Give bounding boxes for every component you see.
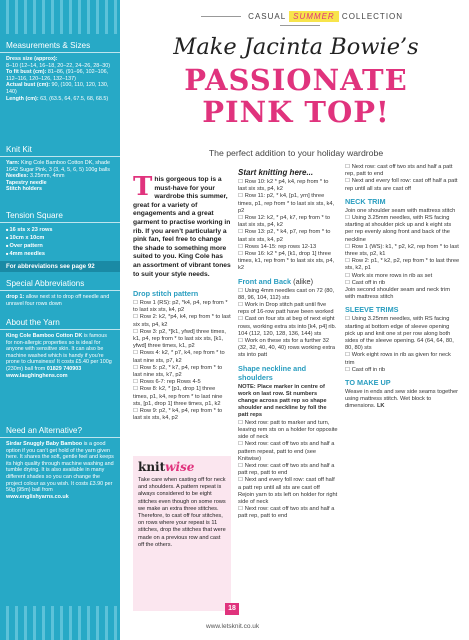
signature: LK xyxy=(376,403,385,410)
tension-item: ■ 4mm needles xyxy=(6,250,114,258)
pattern-row[interactable]: ☐ Next row: cast off two sts and half a patt rep, patt to end xyxy=(345,164,460,178)
drop-stitch-title: Drop stitch pattern xyxy=(133,289,199,298)
banner-rule xyxy=(280,25,320,26)
yarn-website[interactable]: www.laughinghens.com xyxy=(6,372,68,379)
knitwise-text: Take care when casting off for neck and shoulders. A pattern repeat is always considered to be eight stitches even though on some rows we make an extra three stitches. Therefore, to cast off four stitches, on rows where your repeat is 11 stitches, drop the stitches that were made on a previous row and cast off the others. xyxy=(138,477,226,548)
pattern-row[interactable]: ☐ Next row: cast off two sts and half a patt rep, patt to end xyxy=(238,506,338,520)
knit-kit-section xyxy=(0,142,120,196)
pattern-row[interactable]: ☐ Row 13: p2, * k4, p7, rep from * to last six sts, k4, p2 xyxy=(238,229,338,243)
banner-post: COLLECTION xyxy=(341,12,404,21)
subtitle: The perfect addition to your holiday wardrobe xyxy=(208,148,384,158)
yarn-phone: 01829 740903 xyxy=(46,365,82,372)
pattern-row[interactable]: ☐ Work eight rows in rib as given for neck trim xyxy=(345,352,460,366)
dress-size-label: Dress size (approx): xyxy=(6,56,58,62)
pattern-row[interactable]: ☐ Rows 14-15: rep rows 12-13 xyxy=(238,244,338,251)
yarn-value: King Cole Bamboo Cotton DK, shade 1642 Sugar Pink, 3 (3, 4, 5, 6, 5) 100g balls xyxy=(6,160,110,173)
tension-item: ■ 16 sts x 23 rows xyxy=(6,226,114,234)
yarn-name: King Cole Bamboo Cotton DK xyxy=(6,333,83,339)
sleeve-trims-title: SLEEVE TRIMS xyxy=(345,305,399,315)
pattern-row[interactable]: ☐ Row 1 (WS): k1, * p2, k2, rep from * to last three sts, p2, k1 xyxy=(345,244,460,258)
alternative-yarn-name: Sirdar Snuggly Baby Bamboo xyxy=(6,441,83,447)
pattern-row[interactable]: ☐ Using 4mm needles cast on 72 (80, 88, 96, 104, 112) sts xyxy=(238,288,338,302)
about-yarn-title: About the Yarn xyxy=(0,315,120,330)
drop-abbr-text: allow next st to drop off needle and unravel four rows down xyxy=(6,294,110,307)
drop-abbr-label: drop 1: xyxy=(6,294,25,300)
alternative-title: Need an Alternative? xyxy=(0,423,120,438)
knit-pattern-border-bottom xyxy=(0,606,120,640)
neckline-rejoin: Rejoin yarn to sts left on holder for right side of neck xyxy=(238,491,338,505)
page-number: 18 xyxy=(225,603,239,615)
headline-line-3: PINK TOP! xyxy=(202,95,390,129)
pattern-row[interactable]: ☐ Using 3.25mm needles, with RS facing starting at bottom edge of sleeve opening pick up and knit one st per row along both sides of the sleeve opening. 64 (64, 64, 80, 80, 80) sts xyxy=(345,316,460,352)
knitwise-title-a: knit xyxy=(138,460,166,474)
pattern-row[interactable]: ☐ Row 16: k2 * p4, [k1, drop 1] three times, k1, rep from * to last six sts, p4, k2 xyxy=(238,251,338,273)
pattern-row[interactable]: ☐ Row 9: p2, * k4, p4, rep from * to last six sts, k4, p2 xyxy=(133,408,231,422)
pattern-row[interactable]: ☐ Next row: cast off two sts and half a patt rep, patt to end xyxy=(238,463,338,477)
pattern-row[interactable]: ☐ Row 11: p2, * k4, [p1, yrn] three times, p1, rep from * to last six sts, k4, p2 xyxy=(238,193,338,215)
needles-value: 3.25mm, 4mm xyxy=(29,173,65,180)
pattern-row[interactable]: ☐ Row 1 (RS): p2, *k4, p4, rep from * to last six sts, k4, p2 xyxy=(133,300,231,314)
banner-pre: CASUAL xyxy=(248,12,286,21)
pattern-row[interactable]: ☐ Next row: patt to marker and turn, leaving rem sts on a holder for opposite side of neck xyxy=(238,420,338,442)
pattern-row[interactable]: ☐ Row 3: p2, *[k1, yfwd] three times, k1, p4, rep from * to last six sts, [k1, yfwd] three times, k1, p2 xyxy=(133,329,231,351)
front-back-label: Front and Back xyxy=(238,276,292,286)
headline-line-2: PASSIONATE xyxy=(184,63,408,97)
banner-summer: SUMMER xyxy=(289,11,339,22)
make-up-text xyxy=(345,389,460,411)
knitwise-box xyxy=(133,456,231,611)
pattern-row[interactable]: ☐ Row 5: p2, * k7, p4, rep from * to last nine sts, k7, p2 xyxy=(133,365,231,379)
intro-text xyxy=(133,172,231,279)
alternative-section xyxy=(0,423,120,503)
knitwise-title-b: wise xyxy=(165,460,195,474)
tension-title: Tension Square xyxy=(0,208,120,223)
pattern-row[interactable]: ☐ Work in Drop stitch patt until five reps of 16-row patt have been worked xyxy=(238,302,338,316)
pattern-row[interactable]: ☐ Row 2: k2, *p4, k4, rep from * to last six sts, p4, k2 xyxy=(133,314,231,328)
pattern-row[interactable]: ☐ Row 12: k2, * p4, k7, rep from * to last six sts, p4, k2 xyxy=(238,215,338,229)
pattern-row[interactable]: ☐ Rows 4: k2, * p7, k4, rep from * to last nine sts, p7, k2 xyxy=(133,350,231,364)
tension-item: ■ Over pattern xyxy=(6,242,114,250)
tension-item: ■ 10cm x 10cm xyxy=(6,234,114,242)
pattern-row[interactable]: ☐ Row 10: k2 * p4, k4, rep from * to last six sts, p4, k2 xyxy=(238,179,338,193)
banner-rule xyxy=(201,16,241,17)
fit-bust-label: To fit bust (cm): xyxy=(6,69,47,76)
alternative-website[interactable]: www.englishyarns.co.uk xyxy=(6,493,69,500)
pattern-row[interactable]: ☐ Row 8: k2, * [p1, drop 1] three times, p1, k4, rep from * to last nine sts, [p1, drop 1] three times, p1, k2 xyxy=(133,386,231,408)
front-back-title xyxy=(238,277,338,286)
headline-line-1: Make Jacinta Bowie’s xyxy=(173,34,419,60)
knit-kit-title: Knit Kit xyxy=(0,142,120,157)
knitwise-title xyxy=(138,460,226,474)
measurements-section xyxy=(0,38,120,105)
needles-label: Needles: xyxy=(6,173,29,180)
about-yarn-section xyxy=(0,315,120,382)
column-2 xyxy=(238,164,338,521)
neckline-note: NOTE: Place marker in centre of work on last row. St numbers change across patt rep so shape shoulder and neckline by foll the patt reps xyxy=(238,383,327,419)
yarn-description: is famous for non-allergic properties so is ideal for anyone with sensitive skin. It can also be machine washed which is handy if you’re prone to clumsiness! It costs £5.40 per 100g (230m) ball from xyxy=(6,333,112,372)
length-value: 63, (63.5, 64, 67.5, 68, 68.5) xyxy=(40,95,109,102)
neck-trim-title: NECK TRIM xyxy=(345,196,386,206)
pattern-row[interactable]: ☐ Next and every foll row: cast off half a patt rep until all sts are cast off xyxy=(238,477,338,491)
front-back-subtitle: (alike) xyxy=(293,276,314,286)
headline-main xyxy=(133,64,459,128)
actual-bust-label: Actual bust (cm): xyxy=(6,82,51,89)
pattern-row[interactable]: ☐ Next and every foll row: cast off half a patt rep until all sts are cast off xyxy=(345,178,460,192)
special-abbr-title: Special Abbreviations xyxy=(0,276,120,291)
measurements-title: Measurements & Sizes xyxy=(0,38,120,53)
special-abbr-section xyxy=(0,276,120,310)
stitch-holders: Stitch holders xyxy=(6,186,42,193)
footer-url[interactable]: www.letsknit.co.uk xyxy=(206,623,260,630)
tapestry-needle: Tapestry needle xyxy=(6,179,47,186)
alternative-description: is a good option if you can’t get hold of the yarn given here. It shares the soft, gentle feel and keeps its high quality through machine washing and tumble drying. It is also available in many different shades so you can change the project colour as you wish. It costs £3.90 per 50g (95m) ball from xyxy=(6,441,114,494)
pattern-row[interactable]: ☐ Work six more rows in rib as set xyxy=(345,273,460,280)
actual-bust-value: 90, (100, 110, 120, 130, 140) xyxy=(6,82,109,95)
make-up-body: Weave in ends and sew side seams together using mattress stitch. Wet block to dimensions. xyxy=(345,389,459,410)
drop-stitch-section xyxy=(133,285,231,422)
make-up-title: TO MAKE UP xyxy=(345,378,391,388)
drop-cap: T xyxy=(133,172,153,202)
intro-body: his gorgeous top is a must-have for your wardrobe this summer, great for a variety of engagements and a great garment to practise working in rib. If you aren’t particularly a pink fan, feel free to change the shade to something more suited to you. King Cole has an assortment of vibrant tones to suit your style needs. xyxy=(133,176,231,278)
pattern-row[interactable]: ☐ Row 2: p1, * k2, p2, rep from * to last three sts, k2, p1 xyxy=(345,258,460,272)
pattern-row[interactable]: ☐ Rows 6-7: rep Rows 4-5 xyxy=(133,379,231,386)
pattern-row[interactable]: ☐ Cast off in rib xyxy=(345,367,460,374)
yarn-label: Yarn: xyxy=(6,160,20,166)
abbreviations-note: For abbreviations see page 92 xyxy=(0,261,120,272)
collection-banner xyxy=(175,12,425,30)
pattern-row[interactable]: ☐ Cast on four sts at beg of next eight rows, working extra sts into [k4, p4] rib. 104 (112, 120, 128, 136, 144) sts xyxy=(238,316,338,338)
dress-size-value: 8–10 (12–14, 16–18, 20–22, 24–26, 28–30) xyxy=(6,62,111,69)
tension-section xyxy=(0,208,120,272)
pattern-row[interactable]: ☐ Work on these sts for a further 32 (32, 32, 40, 40, 40) rows working extra sts into patt xyxy=(238,338,338,360)
length-label: Length (cm): xyxy=(6,95,39,102)
sidebar xyxy=(0,0,120,640)
pattern-row[interactable]: ☐ Next row: cast off two sts and half a pattern repeat, patt to end (see Knitwise) xyxy=(238,441,338,463)
neck-trim-outro: Join second shoulder seam and neck trim with mattress stitch xyxy=(345,287,450,301)
neck-trim-intro: Join one shoulder seam with mattress stitch xyxy=(345,207,456,214)
column-3 xyxy=(345,164,460,411)
pattern-row[interactable]: ☐ Using 3.25mm needles, with RS facing starting at shoulder pick up and k eight sts per rep evenly along front and back of the neckline xyxy=(345,215,460,244)
neckline-title: Shape neckline and shoulders xyxy=(238,363,307,382)
start-knitting-title: Start knitting here... xyxy=(238,168,314,177)
pattern-row[interactable]: ☐ Cast off in rib xyxy=(345,280,460,287)
knit-pattern-border xyxy=(0,0,120,34)
fit-bust-value: 81–86, (91–96, 102–106, 112–116, 120–126, 132–137) xyxy=(6,69,109,82)
